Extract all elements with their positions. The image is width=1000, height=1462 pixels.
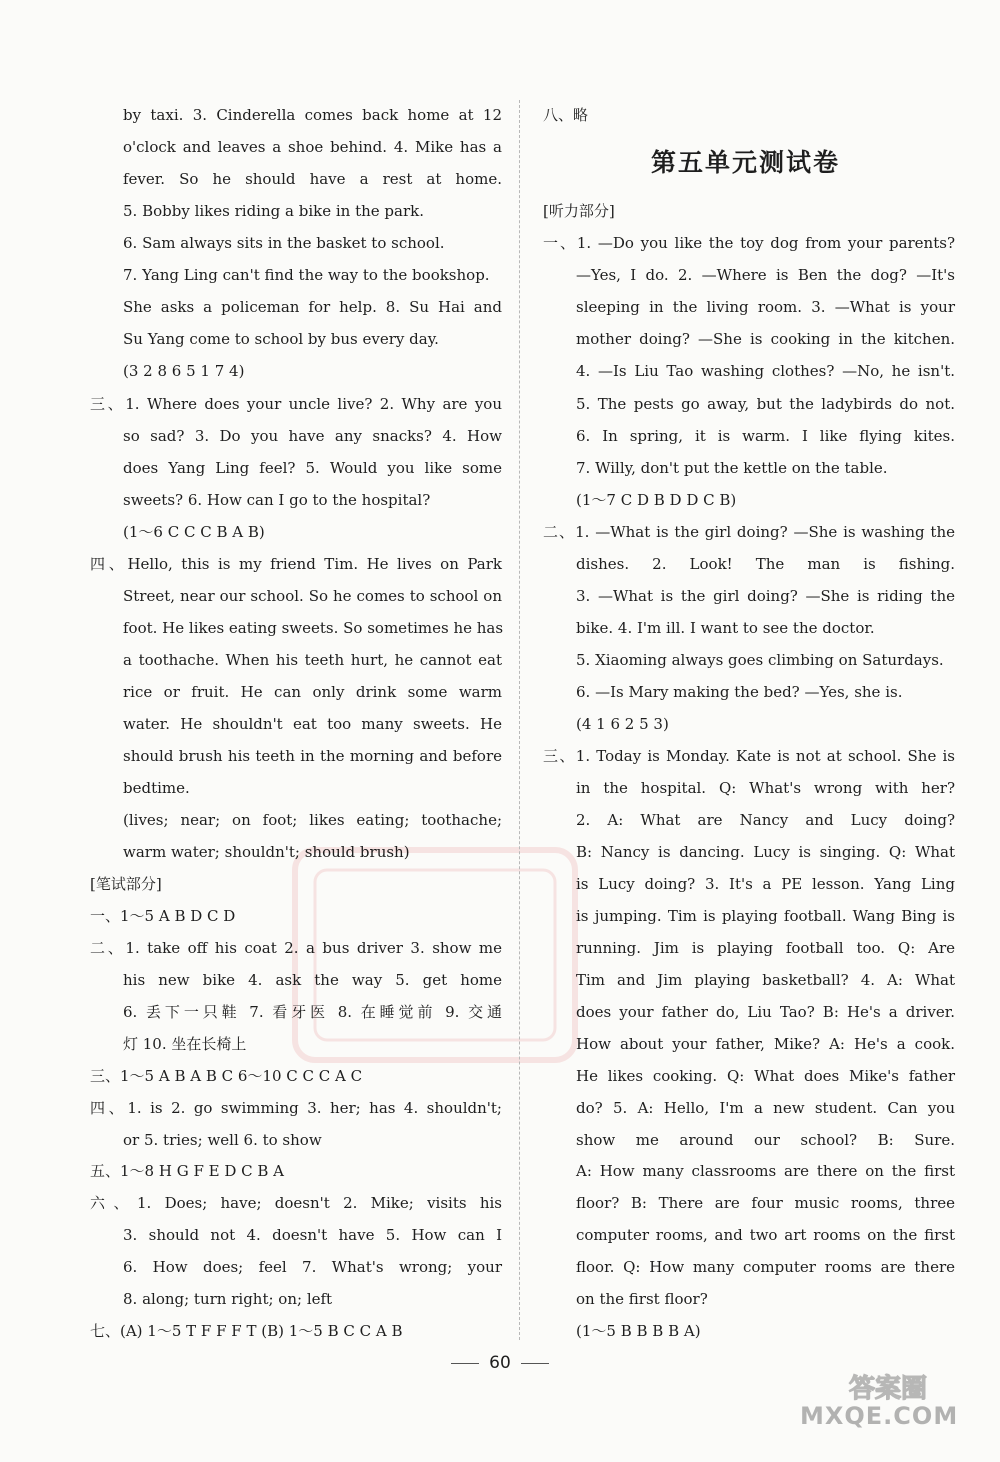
answer-line: 5. The pests go away, but the ladybirds do not. [576, 395, 955, 413]
section-heading: 一、1. —Do you like the toy dog from your parents? [543, 234, 955, 252]
answer-line: 5. Xiaoming always goes climbing on Saturdays. [576, 651, 944, 669]
answer-line: 灯 10. 坐在长椅上 [123, 1035, 247, 1053]
answer-line: running. Jim is playing football too. Q: Are [576, 939, 955, 957]
answer-line: 8. along; turn right; on; left [123, 1290, 333, 1308]
answer-line: 6. Sam always sits in the basket to school. [123, 234, 445, 252]
answer-line: does your father do, Liu Tao? B: He's a driver. [576, 1003, 955, 1021]
answer-line: fever. So he should have a rest at home. [123, 170, 502, 188]
answer-line: 6. —Is Mary making the bed? —Yes, she is. [576, 683, 903, 701]
answer-line: computer rooms, and two art rooms on the first [576, 1226, 955, 1244]
site-watermark: MXQE.COM [800, 1402, 959, 1430]
answer-line: Street, near our school. So he comes to school on [123, 587, 502, 605]
answer-line: 3. —What is the girl doing? —She is riding the [576, 587, 955, 605]
part-heading-written: [笔试部分] [90, 875, 162, 893]
answer-line: How about your father, Mike? A: He's a cook. [576, 1035, 955, 1053]
answer-line: so sad? 3. Do you have any snacks? 4. How [123, 427, 502, 445]
answer-line: or 5. tries; well 6. to show [123, 1131, 322, 1149]
answer-line: is Lucy doing? 3. It's a PE lesson. Yang Ling [576, 875, 955, 893]
answer-line: 5. Bobby likes riding a bike in the park. [123, 202, 424, 220]
answer-line: 6. 丢下一只鞋 7. 看牙医 8. 在睡觉前 9. 交通 [123, 1003, 502, 1021]
answer-line: do? 5. A: Hello, I'm a new student. Can you [576, 1099, 955, 1117]
answer-line: 6. How does; feel 7. What's wrong; your [123, 1258, 502, 1276]
answer-line: rice or fruit. He can only drink some warm [123, 683, 502, 701]
answer-line: 4. —Is Liu Tao washing clothes? —No, he isn't. [576, 362, 955, 380]
page-number-text: 60 [489, 1353, 511, 1373]
section-heading: 三、1. Where does your uncle live? 2. Why are you [90, 395, 502, 413]
svg-text:答案圈: 答案圈 [848, 1374, 928, 1404]
section-heading: 二、1. —What is the girl doing? —She is washing the [543, 523, 955, 541]
answer-line: water. He shouldn't eat too many sweets. He [123, 715, 502, 733]
answer-line: is jumping. Tim is playing football. Wang Bing is [576, 907, 955, 925]
answer-line: 7. Willy, don't put the kettle on the table. [576, 459, 888, 477]
section-heading: 七、(A) 1～5 T F F F T (B) 1～5 B C C A B [90, 1322, 403, 1340]
answer-key: (lives; near; on foot; likes eating; toothache; [123, 811, 502, 829]
answer-line: 6. In spring, it is warm. I like flying kites. [576, 427, 955, 445]
section-heading: 三、1～5 A B A B C 6～10 C C C A C [90, 1067, 363, 1085]
answer-line: She asks a policeman for help. 8. Su Hai and [123, 298, 502, 316]
section-heading: 四、1. is 2. go swimming 3. her; has 4. shouldn't; [90, 1099, 502, 1117]
section-heading: 八、略 [543, 106, 589, 124]
answer-line: floor? B: There are four music rooms, three [576, 1194, 955, 1212]
answer-line: sweets? 6. How can I go to the hospital? [123, 491, 431, 509]
section-heading: 五、1～8 H G F E D C B A [90, 1162, 285, 1180]
answer-line: 2. A: What are Nancy and Lucy doing? [576, 811, 955, 829]
answer-line: floor. Q: How many computer rooms are there [576, 1258, 955, 1276]
answer-line: B: Nancy is dancing. Lucy is singing. Q: What [576, 843, 955, 861]
answer-line: his new bike 4. ask the way 5. get home [123, 971, 502, 989]
answer-line: 3. should not 4. doesn't have 5. How can I [123, 1226, 502, 1244]
section-heading: 六、1. Does; have; doesn't 2. Mike; visits his [90, 1194, 502, 1212]
answer-key: (1～7 C D B D D C B) [576, 491, 737, 509]
answer-line: by taxi. 3. Cinderella comes back home at 12 [123, 106, 502, 124]
answer-line: bedtime. [123, 779, 190, 797]
answer-line: Su Yang come to school by bus every day. [123, 330, 439, 348]
answer-circle-logo [800, 1370, 976, 1404]
dash-left [451, 1363, 479, 1364]
answer-line: bike. 4. I'm ill. I want to see the doctor. [576, 619, 875, 637]
answer-line: Tim and Jim playing basketball? 4. A: What [576, 971, 955, 989]
answer-key: (4 1 6 2 5 3) [576, 715, 669, 733]
section-heading: 一、1～5 A B D C D [90, 907, 236, 925]
answer-line: He likes cooking. Q: What does Mike's father [576, 1067, 955, 1085]
answer-line: should brush his teeth in the morning and before [123, 747, 502, 765]
answer-line: mother doing? —She is cooking in the kitchen. [576, 330, 955, 348]
answer-line: foot. He likes eating sweets. So sometimes he has [123, 619, 504, 637]
answer-line: in the hospital. Q: What's wrong with her? [576, 779, 955, 797]
answer-line: A: How many classrooms are there on the first [576, 1162, 955, 1180]
section-heading: 三、1. Today is Monday. Kate is not at school. She is [543, 747, 955, 765]
answer-line: dishes. 2. Look! The man is fishing. [576, 555, 955, 573]
unit-test-title: 第五单元测试卷 [651, 148, 841, 177]
answer-key: (1～5 B B B B A) [576, 1322, 701, 1340]
dash-right [521, 1363, 549, 1364]
answer-key: (1～6 C C C B A B) [123, 523, 265, 541]
answer-line: show me around our school? B: Sure. [576, 1131, 955, 1149]
answer-line: o'clock and leaves a shoe behind. 4. Mike has a [123, 138, 502, 156]
answer-line: a toothache. When his teeth hurt, he cannot eat [123, 651, 502, 669]
answer-line: does Yang Ling feel? 5. Would you like some [123, 459, 502, 477]
answer-key: (3 2 8 6 5 1 7 4) [123, 362, 245, 380]
answer-key: warm water; shouldn't; should brush) [123, 843, 410, 861]
answer-line: 7. Yang Ling can't find the way to the bookshop. [123, 266, 490, 284]
section-heading: 四、Hello, this is my friend Tim. He lives on Park [90, 555, 502, 573]
section-heading: 二、1. take off his coat 2. a bus driver 3. show me [90, 939, 502, 957]
answer-line: sleeping in the living room. 3. —What is your [576, 298, 955, 316]
answer-line: —Yes, I do. 2. —Where is Ben the dog? —It's [576, 266, 955, 284]
answer-line: on the first floor? [576, 1290, 708, 1308]
part-heading-listening: [听力部分] [543, 202, 615, 220]
column-divider [519, 100, 520, 1340]
